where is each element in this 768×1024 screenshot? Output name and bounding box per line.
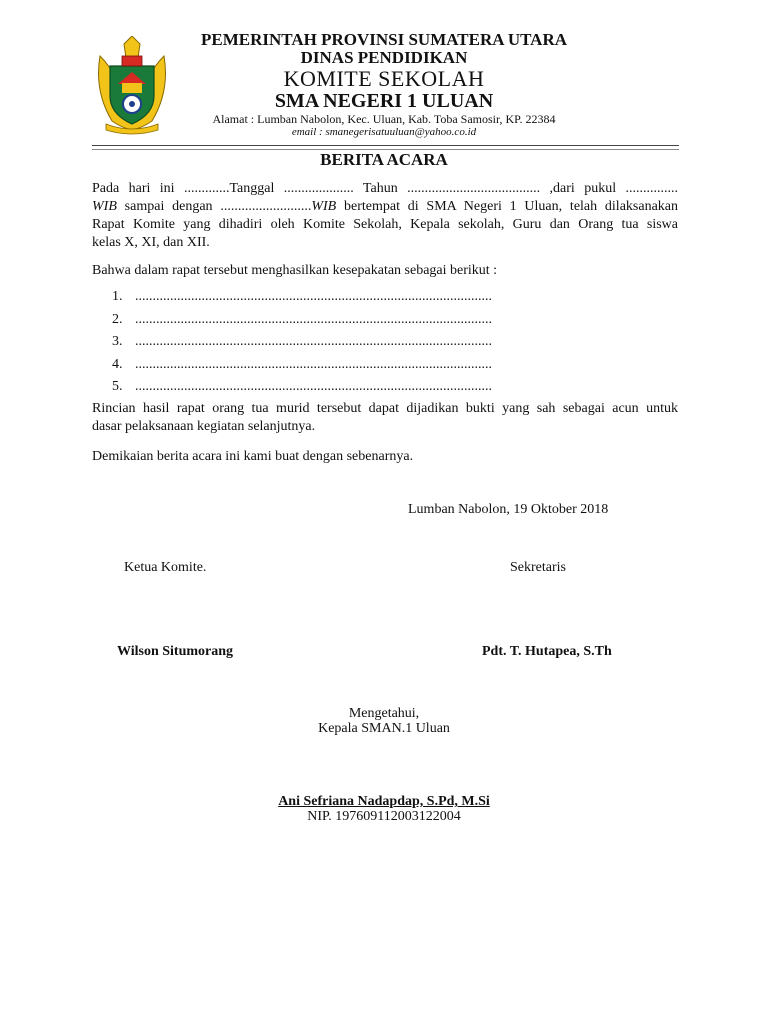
list-item-number: 2.	[112, 311, 123, 327]
details-line-1: Rincian hasil rapat orang tua murid tersebut dapat dijadikan bukti yang sah sebagai acun untuk	[92, 401, 678, 416]
opening-line-2a: sampai dengan ..........................	[116, 199, 312, 214]
secretary-name: Pdt. T. Hutapea, S.Th	[482, 644, 612, 659]
closing-statement: Demikaian berita acara ini kami buat dengan sebenarnya.	[92, 449, 414, 464]
opening-line-2b: bertempat di SMA Negeri 1 Uluan, telah dilaksanakan	[336, 199, 678, 214]
list-item	[112, 331, 572, 354]
approver-title: Kepala SMAN.1 Uluan	[318, 721, 450, 736]
secretary-role: Sekretaris	[510, 560, 566, 575]
approver-name-text: Ani Sefriana Nadapdap, S.Pd, M.Si	[278, 794, 490, 809]
details-line-2: dasar pelaksanaan kegiatan selanjutnya.	[92, 419, 316, 434]
letterhead-divider	[92, 145, 679, 146]
chairman-role: Ketua Komite.	[124, 560, 207, 575]
list-item-text: ......................................................................................................	[135, 379, 492, 394]
approval-label: Mengetahui,	[348, 706, 420, 721]
list-item	[112, 309, 572, 332]
list-item-text: ......................................................................................................	[135, 311, 492, 327]
place-and-date: Lumban Nabolon, 19 Oktober 2018	[408, 502, 609, 517]
agreement-list	[112, 286, 572, 399]
opening-line-2	[92, 198, 678, 216]
details-paragraph	[92, 400, 678, 436]
letterhead-government: PEMERINTAH PROVINSI SUMATERA UTARA	[201, 30, 567, 49]
list-item-text: ......................................................................................................	[135, 356, 492, 372]
chairman-name: Wilson Situmorang	[117, 644, 234, 659]
letterhead-committee: KOMITE SEKOLAH	[283, 66, 485, 91]
list-item	[112, 286, 572, 309]
wib-label: WIB	[92, 199, 117, 214]
list-item-number: 4.	[112, 356, 123, 372]
list-item	[112, 354, 572, 377]
list-item	[112, 376, 572, 399]
list-item-text: ......................................................................................................	[135, 334, 492, 349]
letterhead-school: SMA NEGERI 1 ULUAN	[274, 90, 494, 112]
opening-line-1: Pada hari ini .............Tanggal .................... Tahun ...................................... ,dari pukul ...............	[92, 181, 678, 196]
agreement-intro: Bahwa dalam rapat tersebut menghasilkan kesepakatan sebagai berikut :	[92, 263, 498, 278]
wib-label: WIB	[311, 199, 337, 214]
list-item-number: 3.	[112, 334, 123, 349]
list-item-text: ......................................................................................................	[135, 289, 492, 304]
list-item-number: 5.	[112, 379, 123, 394]
opening-line-4: kelas X, XI, dan XII.	[92, 235, 210, 250]
letterhead-department: DINAS PENDIDIKAN	[300, 48, 468, 67]
opening-paragraph	[92, 180, 678, 252]
letterhead-address: Alamat : Lumban Nabolon, Kec. Uluan, Kab. Toba Samosir, KP. 22384	[212, 112, 556, 126]
document-title: BERITA ACARA	[320, 150, 448, 169]
list-item-number: 1.	[112, 289, 123, 304]
letterhead-email: email : smanegerisatuuluan@yahoo.co.id	[291, 126, 477, 138]
approver-nip: NIP. 197609112003122004	[307, 809, 461, 824]
approver-name	[0, 794, 768, 810]
opening-line-3: Rapat Komite yang dihadiri oleh Komite Sekolah, Kepala sekolah, Guru dan Orang tua siswa	[92, 217, 678, 232]
